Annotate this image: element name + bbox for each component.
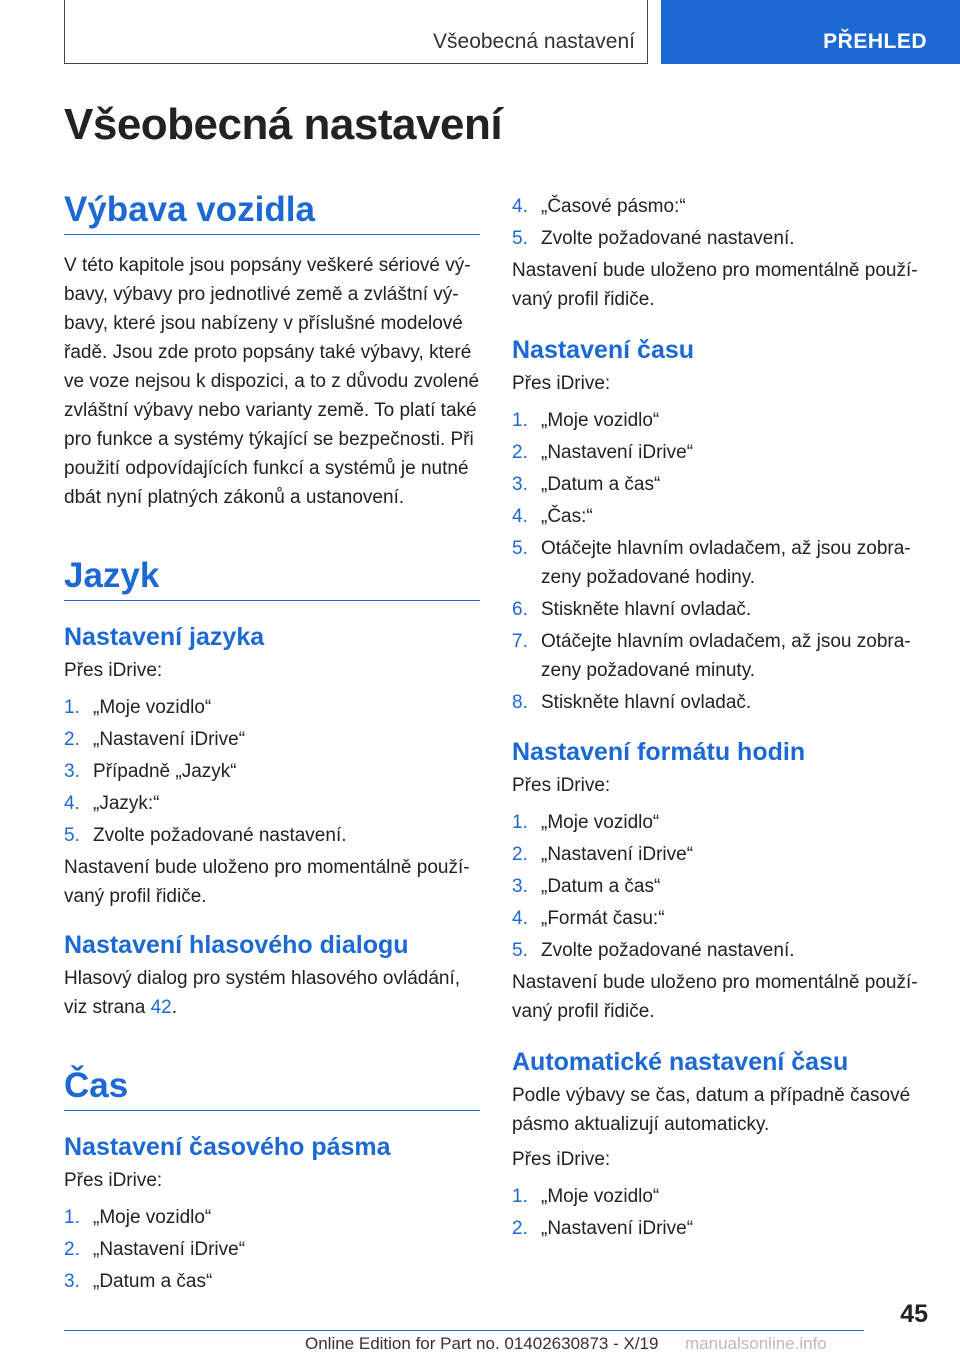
step-number: 2. (64, 729, 80, 750)
step-number: 2. (64, 1239, 80, 1260)
list-item (512, 192, 932, 221)
header-section-box (64, 0, 648, 64)
note-line: Nastavení bude uloženo pro momentálně použí‐ (512, 972, 918, 993)
step-text: „Moje vozidlo“ (541, 410, 660, 431)
hlas-prefix: viz strana (64, 997, 151, 1018)
step-text: „Moje vozidlo“ (93, 1207, 212, 1228)
subheading-automaticke-nastaveni: Automatické nastavení času (512, 1048, 849, 1076)
list-item (64, 789, 480, 818)
step-text: Stiskněte hlavní ovladač. (541, 692, 752, 713)
step-text: „Jazyk:“ (93, 793, 160, 814)
step-number: 2. (512, 1218, 528, 1239)
list-item (64, 1203, 480, 1232)
step-text: „Datum a čas“ (93, 1271, 213, 1292)
page-title: Všeobecná nastavení (64, 100, 503, 149)
step-number: 4. (512, 196, 528, 217)
list-item (512, 502, 932, 531)
step-number: 3. (64, 1271, 80, 1292)
subheading-casove-pasmo: Nastavení časového pásma (64, 1133, 391, 1161)
page-number: 45 (900, 1300, 928, 1328)
step-text: „Nastavení iDrive“ (541, 1218, 694, 1239)
paragraph-line: řadě. Jsou zde proto popsány také výbavy, které (64, 342, 472, 363)
footer-edition-text: Online Edition for Part no. 01402630873 - X/19 (305, 1334, 659, 1353)
list-item (512, 438, 932, 467)
footer-divider (64, 1330, 864, 1331)
list-item (64, 1267, 480, 1296)
step-number: 1. (512, 812, 528, 833)
intro-text: Přes iDrive: (512, 775, 611, 796)
list-item (64, 821, 480, 850)
step-text: „Datum a čas“ (541, 876, 661, 897)
list-item (512, 534, 932, 592)
note-line: vaný profil řidiče. (512, 289, 655, 310)
list-item (512, 595, 932, 624)
step-text: Stiskněte hlavní ovladač. (541, 599, 752, 620)
list-item (64, 693, 480, 722)
step-text: „Datum a čas“ (541, 474, 661, 495)
step-text: „Moje vozidlo“ (93, 697, 212, 718)
intro-text: Přes iDrive: (512, 1149, 611, 1170)
intro-text: Přes iDrive: (64, 1170, 163, 1191)
paragraph-line: zvláštní výbavy nebo varianty země. To platí také (64, 400, 477, 421)
step-number: 2. (512, 844, 528, 865)
right-column (512, 192, 932, 1246)
note-line: vaný profil řidiče. (64, 886, 207, 907)
paragraph-line: bavy, které jsou nabízeny v příslušné modelové (64, 313, 463, 334)
paragraph-line: ve voze nejsou k dispozici, a to z důvodu zvolené (64, 371, 480, 392)
list-item (512, 470, 932, 499)
list-item (512, 904, 932, 933)
step-text: zeny požadované minuty. (541, 660, 756, 681)
step-number: 3. (512, 474, 528, 495)
footer-watermark: manualsonline.info (685, 1334, 827, 1353)
desc-line: pásmo aktualizují automaticky. (512, 1114, 770, 1135)
step-number: 7. (512, 631, 528, 652)
steps-list-auto (512, 1182, 932, 1243)
subheading-nastaveni-casu: Nastavení času (512, 336, 695, 364)
step-text: Otáčejte hlavním ovladačem, až jsou zobra‐ (541, 631, 911, 652)
step-number: 5. (512, 940, 528, 961)
step-text: „Nastavení iDrive“ (93, 729, 246, 750)
section-heading-cas: Čas (64, 1066, 480, 1111)
note-line: Nastavení bude uloženo pro momentálně použí‐ (64, 857, 470, 878)
step-number: 5. (512, 228, 528, 249)
header-chapter-tab[interactable] (661, 0, 960, 64)
page-reference-link[interactable]: 42 (150, 997, 172, 1018)
section-heading-jazyk: Jazyk (64, 556, 480, 601)
step-number: 4. (512, 908, 528, 929)
step-number: 1. (512, 1186, 528, 1207)
list-item (512, 406, 932, 435)
section-heading-vybava: Výbava vozidla (64, 190, 480, 235)
left-column (64, 190, 480, 1299)
list-item (64, 757, 480, 786)
step-number: 4. (64, 793, 80, 814)
list-item (512, 1214, 932, 1243)
list-item (512, 627, 932, 685)
list-item (512, 808, 932, 837)
step-text: Zvolte požadované nastavení. (93, 825, 347, 846)
hlas-line: Hlasový dialog pro systém hlasového ovládání, (64, 968, 461, 989)
list-item (512, 840, 932, 869)
paragraph-line: V této kapitole jsou popsány veškeré sériové vý‐ (64, 255, 471, 276)
steps-list-casu (512, 406, 932, 717)
step-text: „Časové pásmo:“ (541, 196, 686, 217)
note-line: vaný profil řidiče. (512, 1001, 655, 1022)
vybava-paragraph (64, 251, 480, 512)
step-number: 2. (512, 442, 528, 463)
hlas-suffix: . (171, 997, 178, 1018)
step-number: 6. (512, 599, 528, 620)
intro-text: Přes iDrive: (64, 660, 163, 681)
step-text: Zvolte požadované nastavení. (541, 940, 795, 961)
step-text: „Čas:“ (541, 506, 593, 527)
paragraph-line: dbát nyní platných zákonů a ustanovení. (64, 487, 405, 508)
subheading-hlasovy-dialog: Nastavení hlasového dialogu (64, 931, 409, 959)
list-item (512, 936, 932, 965)
step-number: 4. (512, 506, 528, 527)
paragraph-line: pro funkce a systémy týkající se bezpečnosti. Při (64, 429, 474, 450)
steps-list-pasmo (64, 1203, 480, 1296)
list-item (64, 725, 480, 754)
step-number: 3. (512, 876, 528, 897)
step-number: 5. (64, 825, 80, 846)
step-text: Případně „Jazyk“ (93, 761, 237, 782)
subheading-nastaveni-jazyka: Nastavení jazyka (64, 623, 265, 651)
list-item (512, 1182, 932, 1211)
step-number: 1. (64, 1207, 80, 1228)
step-number: 1. (64, 697, 80, 718)
step-text: Otáčejte hlavním ovladačem, až jsou zobra‐ (541, 538, 911, 559)
paragraph-line: použití odpovídajících funkcí a systémů je nutné (64, 458, 469, 479)
steps-list-pasmo-continued (512, 192, 932, 253)
steps-list-jazyk (64, 693, 480, 850)
list-item (512, 224, 932, 253)
note-line: Nastavení bude uloženo pro momentálně použí‐ (512, 260, 918, 281)
steps-list-format (512, 808, 932, 965)
subheading-format-hodin: Nastavení formátu hodin (512, 738, 806, 766)
step-text: Zvolte požadované nastavení. (541, 228, 795, 249)
step-text: „Nastavení iDrive“ (93, 1239, 246, 1260)
header-chapter-title: PŘEHLED (823, 30, 927, 53)
step-text: zeny požadované hodiny. (541, 567, 756, 588)
step-text: „Nastavení iDrive“ (541, 844, 694, 865)
desc-line: Podle výbavy se čas, datum a případně časové (512, 1085, 911, 1106)
hlas-line (64, 993, 480, 1022)
list-item (512, 688, 932, 717)
step-number: 8. (512, 692, 528, 713)
paragraph-line: bavy, výbavy pro jednotlivé země a zvláštní vý‐ (64, 284, 459, 305)
step-text: „Moje vozidlo“ (541, 812, 660, 833)
intro-text: Přes iDrive: (512, 373, 611, 394)
step-number: 3. (64, 761, 80, 782)
step-text: „Nastavení iDrive“ (541, 442, 694, 463)
step-text: „Formát času:“ (541, 908, 665, 929)
step-text: „Moje vozidlo“ (541, 1186, 660, 1207)
step-number: 1. (512, 410, 528, 431)
list-item (512, 872, 932, 901)
list-item (64, 1235, 480, 1264)
step-number: 5. (512, 538, 528, 559)
header-section-title: Všeobecná nastavení (433, 30, 635, 53)
